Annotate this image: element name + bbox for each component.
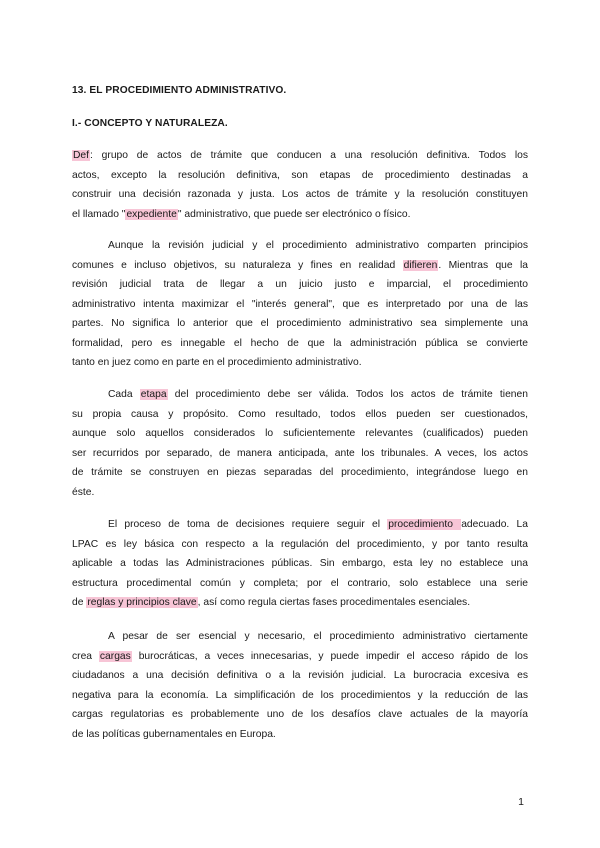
highlight-difieren: difieren [403, 259, 438, 271]
chapter-title: 13. EL PROCEDIMIENTO ADMINISTRATIVO. [72, 85, 287, 96]
paragraph-definition: Def: grupo de actos de trámite que conducen a una resolución definitiva. Todos los actos, excepto la resolución definitiva, son etapas de procedimiento destinadas a construir una decisión razonada y justa. Los actos de trámite y la resolución constituyen el llamado "expediente" administrativo, que puede ser electrónico o físico. [72, 150, 528, 220]
page-number: 1 [518, 796, 524, 808]
highlight-expediente: expediente [126, 208, 177, 220]
paragraph-judicial-review: Aunque la revisión judicial y el procedimiento administrativo comparten principios comunes e incluso objetivos, su naturaleza y fines en realidad difieren. Mientras que la revisión judicial trata de llegar a un juicio justo e imparcial, el procedimiento administrativo intenta maximizar el "interés general", que es interpretado por una de las partes. No significa lo anterior que el procedimiento administrativo sea simplemente una formalidad, pero es innegable el hecho de que la administración pública se convierte tanto en juez como en parte en el procedimiento administrativo. [72, 240, 529, 368]
highlight-cargas: cargas [99, 650, 131, 662]
paragraph-lpac: El proceso de toma de decisiones requiere seguir el procedimiento adecuado. La LPAC es ley básica con respecto a la regulación del procedimiento, y por tanto resulta aplicable a todas las Administraciones públicas. Sin embargo, esta ley no establece una estructura procedimental común y completa; por el contrario, solo establece una serie de reglas y principios clave, así como regula ciertas fases procedimentales esenciales. [72, 519, 528, 608]
highlight-etapa: etapa [140, 389, 167, 400]
paragraph-cargas: A pesar de ser esencial y necesario, el procedimiento administrativo ciertamente crea cargas burocráticas, a veces innecesarias, y puede impedir el acceso rápido de los ciudadanos a una decisión definitiva o a la revisión judicial. La burocracia excesiva es negativa para la economía. La simplificación de los procedimientos y la reducción de las cargas regulatorias es probablemente uno de los desafíos clave actuales de la mayoría de las políticas gubernamentales en Europa. [72, 631, 528, 740]
paragraph-etapas: Cada etapa del procedimiento debe ser válida. Todos los actos de trámite tienen su propia causa y propósito. Como resultado, todos ellos pueden ser cuestionados, aunque solo aquellos considerados lo suficientemente relevantes (cualificados) pueden ser recurridos por separado, de manera anticipada, ante los tribunales. A veces, los actos de trámite se construyen en piezas separadas del procedimiento, integrándose luego en éste. [72, 389, 528, 498]
highlight-reglas: reglas y principios clave [87, 597, 197, 608]
highlight-procedimiento: procedimiento [388, 519, 461, 530]
section-heading: I.- CONCEPTO Y NATURALEZA. [72, 118, 228, 129]
highlight-def: Def [73, 150, 90, 161]
